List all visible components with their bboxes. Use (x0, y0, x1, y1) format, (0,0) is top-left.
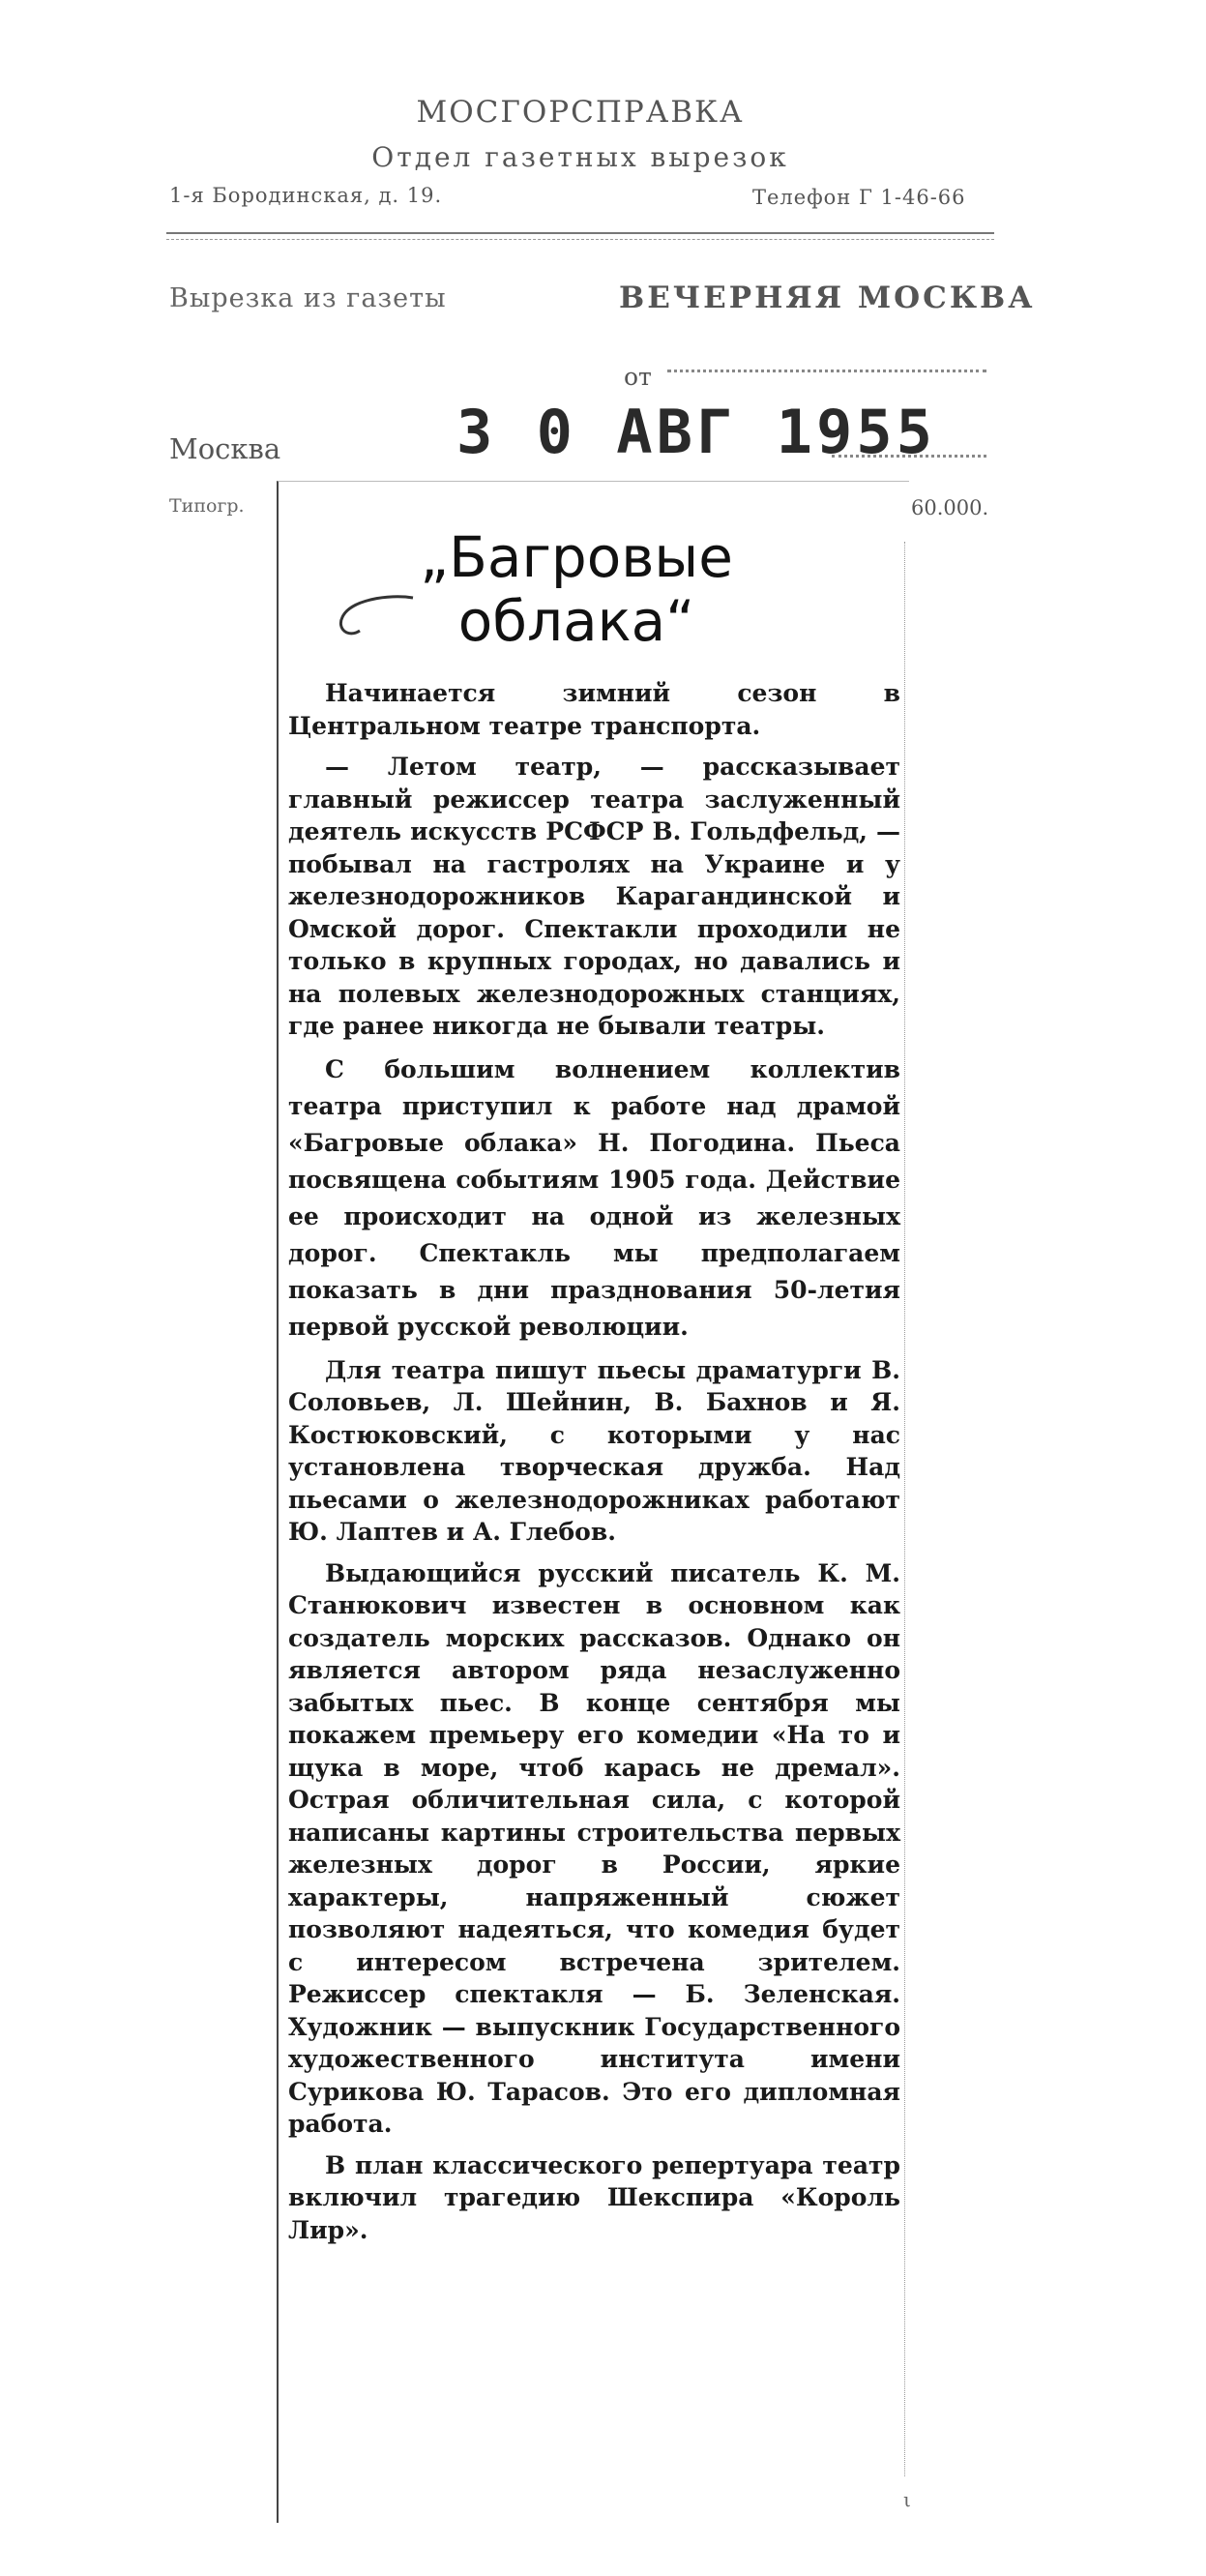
article-paragraph: В план классического репертуара театр включил трагедию Шекспира «Король Лир». (288, 2150, 900, 2244)
city-dotted-line (832, 455, 986, 458)
article-paragraph: — Летом театр, — рассказывает главный режиссер театра заслуженный деятель искусств РСФСР В. Гольдфельд, — побывал на гастролях на Украине и у железнодорожников Карагандинской и Омской дорог. Спектакли проходили не только в крупных городах, но давались и на полевых железнодорожных станциях, где ранее никогда не бывали театры. (288, 753, 900, 1040)
headline-line-1: „Багровые (420, 524, 733, 590)
typography-label: Типогр. (169, 495, 245, 517)
article-paragraph: Начинается зимний сезон в Центральном театре транспорта. (288, 679, 900, 740)
header-rule (166, 232, 994, 234)
newspaper-name: ВЕЧЕРНЯЯ МОСКВА (619, 281, 1036, 315)
article-body (288, 677, 900, 2255)
agency-address: 1-я Бородинская, д. 19. (169, 184, 443, 207)
clipping-right-edge (904, 542, 905, 2476)
article-headline (373, 525, 779, 653)
agency-title: МОСГОРСПРАВКА (416, 95, 745, 130)
date-stamp: 3 0 АВГ 1955 (456, 397, 936, 467)
city-label: Москва (169, 432, 281, 465)
circulation-number: 60.000. (911, 496, 989, 519)
date-dotted-line (667, 370, 986, 372)
clipping-source-label: Вырезка из газеты (169, 283, 447, 313)
headline-line-2: облака“ (457, 588, 695, 654)
article-paragraph: С большим волнением коллектив театра приступил к работе над драмой «Багровые облака» Н. Погодина. Пьеса посвящена событиям 1905 года. Действие ее происходит на одной из железных дорог. Спектакль мы предполагаем показать в дни празднования 50-летия первой русской революции. (288, 1054, 900, 1341)
from-label: от (624, 363, 652, 391)
header-rule-dashed (166, 239, 994, 240)
department-subtitle: Отдел газетных вырезок (371, 141, 789, 173)
margin-tick: ι (903, 2488, 911, 2511)
article-paragraph: Для театра пишут пьесы драматурги В. Соловьев, Л. Шейнин, В. Бахнов и Я. Костюковский, с которыми у нас установлена творческая дружба. Над пьесами о железнодорожниках работают Ю. Лаптев и А. Глебов. (288, 1355, 900, 1546)
agency-phone: Телефон Г 1-46-66 (752, 186, 966, 209)
article-paragraph: Выдающийся русский писатель К. М. Станюкович известен в основном как создатель морских рассказов. Однако он является автором ряда незаслуженно забытых пьес. В конце сентября мы покажем премьеру его комедии «На то и щука в море, чтоб карась не дремал». Острая обличительная сила, с которой написаны картины строительства первых железных дорог в России, яркие характеры, напряженный сюжет позволяют надеяться, что комедия будет с интересом встречена зрителем. Режиссер спектакля — Б. Зеленская. Художник — выпускник Государственного художественного института имени Сурикова Ю. Тарасов. Это его дипломная работа. (288, 1558, 900, 2138)
pencil-mark-icon (331, 590, 418, 648)
